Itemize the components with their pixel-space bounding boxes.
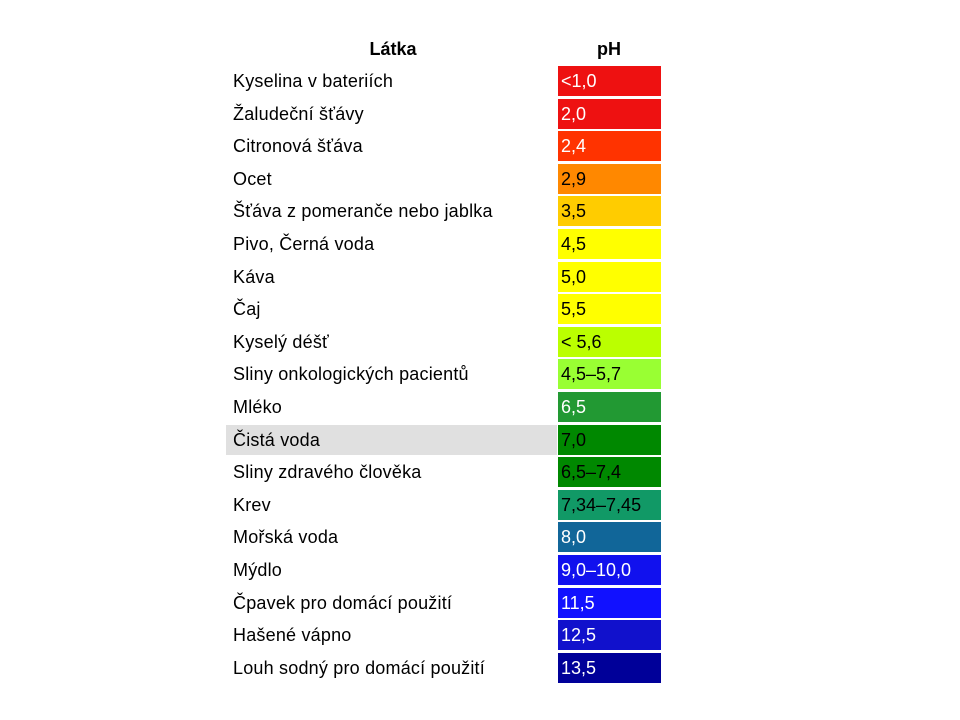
ph-value-cell: 8,0 <box>558 522 661 552</box>
table-row <box>226 229 666 262</box>
substance-name: Kyselina v bateriích <box>233 71 394 91</box>
substance-name: Káva <box>233 266 275 287</box>
ph-value-cell: 6,5 <box>558 392 661 422</box>
ph-value-cell: 12,5 <box>558 620 661 650</box>
table-row <box>226 359 666 392</box>
ph-value-cell: 7,0 <box>558 425 661 455</box>
ph-value-cell: 5,5 <box>558 294 661 324</box>
table-body <box>226 66 666 685</box>
table-header <box>226 34 666 66</box>
substance-name: Čaj <box>233 299 261 320</box>
substance-name: Kyselý déšť <box>233 331 329 352</box>
substance-name: Hašené vápno <box>233 625 352 646</box>
table-row <box>226 588 666 621</box>
ph-value-cell: 13,5 <box>558 653 661 683</box>
table-row <box>226 66 666 99</box>
ph-value-cell: 7,34–7,45 <box>558 490 661 520</box>
ph-value-cell: 5,0 <box>558 262 661 292</box>
table-row <box>226 99 666 132</box>
table-row <box>226 653 666 686</box>
ph-value-cell: 4,5–5,7 <box>558 359 661 389</box>
substance-column-header: Látka <box>369 39 417 59</box>
substance-name: Sliny zdravého člověka <box>233 462 422 483</box>
ph-value-cell: 11,5 <box>558 588 661 618</box>
substance-name: Ocet <box>233 168 272 189</box>
ph-table <box>226 34 666 685</box>
table-row <box>226 425 666 458</box>
table-row <box>226 327 666 360</box>
table-row <box>226 392 666 425</box>
ph-value-cell: 2,0 <box>558 99 661 129</box>
substance-name: Citronová šťáva <box>233 136 363 157</box>
substance-name: Mléko <box>233 396 283 417</box>
ph-value-cell: 6,5–7,4 <box>558 457 661 487</box>
ph-value-cell: 4,5 <box>558 229 661 259</box>
substance-name: Šťáva z pomeranče nebo jablka <box>233 201 493 222</box>
table-row <box>226 262 666 295</box>
table-row <box>226 555 666 588</box>
substance-name: Sliny onkologických pacientů <box>233 364 469 385</box>
table-row <box>226 522 666 555</box>
substance-name: Mořská voda <box>233 527 339 548</box>
ph-value-cell: 3,5 <box>558 196 661 226</box>
table-row <box>226 620 666 653</box>
table-row <box>226 164 666 197</box>
ph-value-cell: 2,4 <box>558 131 661 161</box>
table-row <box>226 196 666 229</box>
table-row <box>226 457 666 490</box>
table-row <box>226 294 666 327</box>
ph-value-cell: <1,0 <box>558 66 661 96</box>
ph-value-cell: 9,0–10,0 <box>558 555 661 585</box>
table-row <box>226 490 666 523</box>
substance-name: Krev <box>233 494 271 515</box>
substance-name: Čpavek pro domácí použití <box>233 592 453 613</box>
ph-value-cell: 2,9 <box>558 164 661 194</box>
substance-name: Louh sodný pro domácí použití <box>233 657 485 678</box>
ph-value-cell: < 5,6 <box>558 327 661 357</box>
substance-name: Mýdlo <box>233 559 283 580</box>
substance-name: Žaludeční šťávy <box>233 103 364 124</box>
substance-name: Čistá voda <box>226 425 557 455</box>
ph-column-header: pH <box>597 39 621 59</box>
substance-name: Pivo, Černá voda <box>233 233 375 254</box>
table-row <box>226 131 666 164</box>
